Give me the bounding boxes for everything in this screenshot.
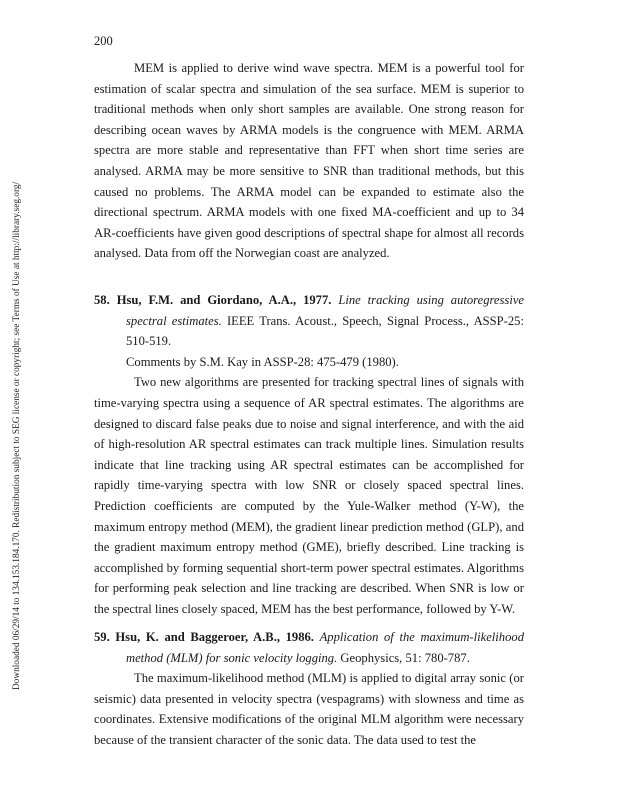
download-notice: Downloaded 06/29/14 to 134.153.184.170. Redistribution subject to SEG license or copyright; see Terms of Use at http://library.seg.org/ bbox=[12, 181, 22, 690]
reference-heading bbox=[94, 627, 524, 668]
reference-59 bbox=[94, 627, 524, 751]
reference-number: 58. bbox=[94, 293, 110, 307]
reference-heading bbox=[94, 290, 524, 352]
reference-number: 59. bbox=[94, 630, 110, 644]
abstract-text: MEM is applied to derive wind wave spectra. MEM is a powerful tool for estimation of scalar spectra and simulation of the sea surface. MEM is superior to traditional methods when only short samples are available. One strong reason for describing ocean waves by ARMA models is the congruence with MEM. ARMA spectra are more stable and representative than FFT when short time series are analysed. ARMA may be more sensitive to SNR than traditional methods, but this caused no problems. The ARMA model can be expanded to estimate also the directional spectrum. ARMA models with one fixed MA-coefficient and up to 34 AR-coefficients have given good descriptions of spectral shape for almost all records analysed. Data from off the Norwegian coast are analyzed. bbox=[94, 61, 524, 261]
reference-authors: Hsu, K. and Baggeroer, A.B., 1986. bbox=[115, 630, 314, 644]
reference-comment: Comments by S.M. Kay in ASSP-28: 475-479 (1980). bbox=[126, 354, 399, 369]
abstract-57-continuation bbox=[94, 58, 524, 264]
reference-abstract: The maximum-likelihood method (MLM) is applied to digital array sonic (or seismic) data presented in velocity spectra (vespagrams) with slowness and time as coordinates. Extensive modifications of the original MLM algorithm were necessary because of the transient character of the sonic data. The data used to test the bbox=[94, 671, 524, 747]
reference-authors: Hsu, F.M. and Giordano, A.A., 1977. bbox=[116, 293, 332, 307]
reference-source: Geophysics, 51: 780-787. bbox=[340, 650, 470, 665]
reference-58 bbox=[94, 290, 524, 620]
reference-title: Line tracking using autoregressive spectral estimates. bbox=[126, 293, 525, 328]
reference-source: IEEE Trans. Acoust., Speech, Signal Process., ASSP-25: 510-519. bbox=[126, 313, 524, 349]
page-number: 200 bbox=[94, 34, 113, 48]
reference-abstract: Two new algorithms are presented for tracking spectral lines of signals with time-varying spectra using a sequence of AR spectral estimates. The algorithms are designed to discard false peaks due to noise and signal interference, and with the aid of high-resolution AR spectral estimates can track multiple lines. Simulation results indicate that line tracking using AR spectral estimates can be accomplished for rapidly time-varying spectra with low SNR or closely spaced spectral lines. Prediction coefficients are computed by the Yule-Walker method (Y-W), the maximum entropy method (MEM), the gradient linear prediction method (GLP), and the gradient maximum entropy method (GME), briefly described. Line tracking is accomplished by forming sequential short-term power spectral estimates. Algorithms for performing peak selection and line tracking are described. When SNR is low or the spectral lines closely spaced, MEM has the best performance, followed by Y-W. bbox=[94, 375, 524, 616]
reference-title: Application of the maximum-likelihood method (MLM) for sonic velocity logging. bbox=[126, 630, 524, 665]
